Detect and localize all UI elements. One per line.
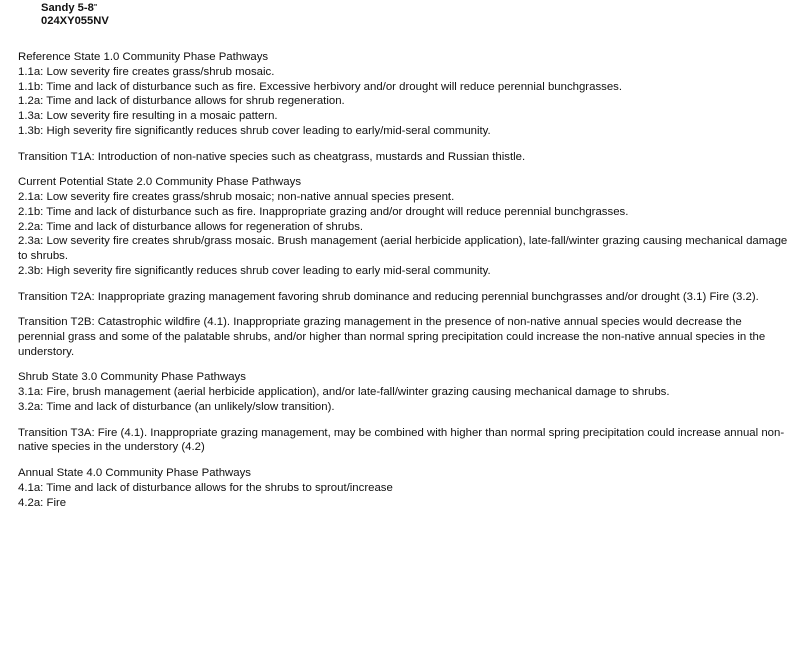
pathway-line: 2.3a: Low severity fire creates shrub/grass mosaic. Brush management (aerial herbicide application), late-fall/winter grazing causing mechanical damage to shrubs. — [18, 235, 788, 263]
section-heading: Reference State 1.0 Community Phase Pathways — [18, 51, 269, 63]
pathway-line: 4.1a: Time and lack of disturbance allows for the shrubs to sprout/increase — [18, 481, 393, 494]
pathway-line: 2.1a: Low severity fire creates grass/shrub mosaic; non-native annual species present. — [18, 190, 455, 203]
section-current-potential-state — [18, 175, 788, 279]
section-reference-state — [18, 50, 788, 139]
pathway-line: 1.1a: Low severity fire creates grass/shrub mosaic. — [18, 65, 275, 78]
pathway-line: 1.2a: Time and lack of disturbance allows for shrub regeneration. — [18, 95, 345, 108]
section-heading: Shrub State 3.0 Community Phase Pathways — [18, 371, 246, 384]
transition-line: Transition T1A: Introduction of non-native species such as cheatgrass, mustards and Russian thistle. — [18, 150, 526, 163]
pathway-line: 3.1a: Fire, brush management (aerial herbicide application), and/or late-fall/winter grazing causing mechanical damage to shrubs. — [18, 386, 670, 399]
pathway-line: 1.3b: High severity fire significantly reduces shrub cover leading to early/mid-seral community. — [18, 124, 491, 137]
section-transition-t3a — [18, 426, 788, 456]
pathway-line: 2.2a: Time and lack of disturbance allows for regeneration of shrubs. — [18, 220, 364, 233]
section-transition-t1a — [18, 150, 788, 165]
section-heading: Annual State 4.0 Community Phase Pathways — [18, 466, 252, 479]
pathway-line: 1.3a: Low severity fire resulting in a mosaic pattern. — [18, 110, 278, 123]
section-annual-state — [18, 466, 788, 510]
transition-line: Transition T2A: Inappropriate grazing management favoring shrub dominance and reducing perennial bunchgrasses and/or drought (3.1) Fire (3.2). — [18, 290, 759, 303]
section-transition-t2b — [18, 315, 788, 359]
document-header — [41, 2, 109, 28]
section-transition-t2a — [18, 290, 788, 305]
section-shrub-state — [18, 370, 788, 414]
site-id: 024XY055NV — [41, 15, 109, 27]
site-name: Sandy 5-8" — [41, 2, 98, 14]
transition-line: Transition T3A: Fire (4.1). Inappropriate grazing management, may be combined with higher than normal spring precipitation could increase annual non-native species in the understory (4.2) — [18, 426, 785, 454]
transition-line: Transition T2B: Catastrophic wildfire (4.1). Inappropriate grazing management in the presence of non-native annual species would decrease the perennial grass and some of the palatable shrubs, and/or higher than normal spring precipitation could increase the non-native annual species in the understory. — [18, 316, 766, 358]
pathway-line: 1.1b: Time and lack of disturbance such as fire. Excessive herbivory and/or drought will reduce perennial bunchgrasses. — [18, 80, 623, 93]
section-heading: Current Potential State 2.0 Community Phase Pathways — [18, 176, 302, 189]
pathway-line: 4.2a: Fire — [18, 496, 67, 509]
document-body — [18, 50, 788, 521]
pathway-line: 2.1b: Time and lack of disturbance such as fire. Inappropriate grazing and/or drought will reduce perennial bunchgrasses. — [18, 205, 629, 218]
pathway-line: 3.2a: Time and lack of disturbance (an unlikely/slow transition). — [18, 400, 335, 413]
pathway-line: 2.3b: High severity fire significantly reduces shrub cover leading to early mid-seral community. — [18, 264, 491, 277]
